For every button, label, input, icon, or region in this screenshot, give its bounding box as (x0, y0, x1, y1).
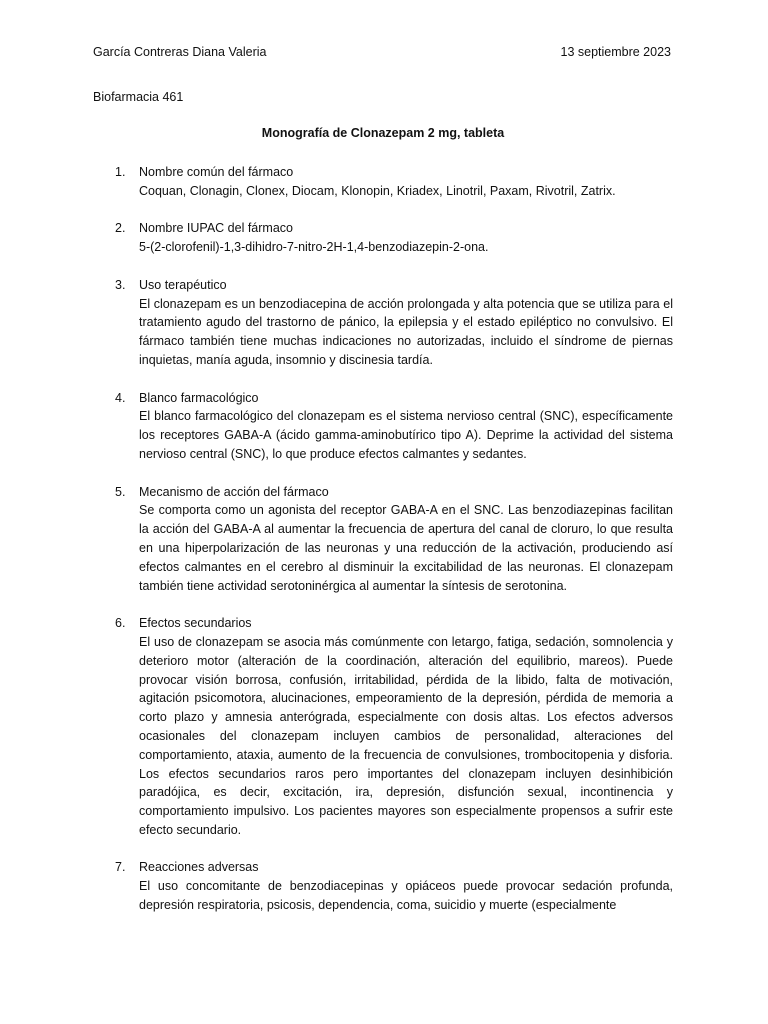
section-adverse-reactions (93, 858, 673, 914)
document-date: 13 septiembre 2023 (560, 45, 671, 59)
section-common-name (93, 163, 673, 201)
section-heading: Uso terapéutico (139, 277, 227, 292)
section-heading: Blanco farmacológico (139, 390, 259, 405)
section-number: 6. (115, 616, 126, 631)
section-mechanism-of-action (93, 483, 673, 596)
section-body: El clonazepam es un benzodiacepina de acción prolongada y alta potencia que se utiliza para el tratamiento agudo del trastorno de pánico, la epilepsia y el estado epiléptico no convulsivo. El fármaco también tiene muchas indicaciones no autorizadas, incluido el síndrome de piernas inquietas, manía aguda, insomnio y discinesia tardía. (139, 296, 673, 367)
section-body: El uso de clonazepam se asocia más comúnmente con letargo, fatiga, sedación, somnolencia y deterioro motor (alteración de la coordinación, alteración del equilibrio, mareos). Puede provocar visión borrosa, confusión, irritabilidad, pérdida de la libido, falta de motivación, agitación psicomotora, alucinaciones, empeoramiento de la depresión, pérdida de memoria a corto plazo y amnesia anterógrada, especialmente con dosis altas. Los efectos adversos ocasionales del clonazepam incluyen cambios de personalidad, alteraciones del comportamiento, ataxia, aumento de la frecuencia de convulsiones, trombocitopenia y disforia. Los efectos secundarios raros pero importantes del clonazepam incluyen desinhibición paradójica, es decir, excitación, ira, depresión, disfunción sexual, incontinencia y comportamiento impulsivo. Los pacientes mayores son especialmente propensos a sufrir este efecto secundario. (139, 634, 673, 837)
section-body: Coquan, Clonagin, Clonex, Diocam, Klonopin, Kriadex, Linotril, Paxam, Rivotril, Zatrix. (139, 183, 616, 198)
section-number: 7. (115, 860, 126, 875)
section-number: 1. (115, 165, 126, 179)
section-heading: Reacciones adversas (139, 860, 259, 875)
author-name: García Contreras Diana Valeria (93, 45, 267, 59)
section-number: 3. (115, 277, 126, 292)
section-pharmacological-target (93, 389, 673, 464)
section-body: 5-(2-clorofenil)-1,3-dihidro-7-nitro-2H-1,4-benzodiazepin-2-ona. (139, 240, 489, 255)
numbered-sections (93, 163, 673, 934)
section-body: Se comporta como un agonista del receptor GABA-A en el SNC. Las benzodiazepinas facilitan la acción del GABA-A al aumentar la frecuencia de apertura del canal de cloruro, lo que resulta en una hiperpolarización de las neuronas y una reducción de la activación, produciendo así efectos calmantes en el cerebro al disminuir la excitabilidad de las neuronas. El clonazepam también tiene actividad serotoninérgica al aumentar la síntesis de serotonina. (139, 503, 673, 593)
section-body: El blanco farmacológico del clonazepam es el sistema nervioso central (SNC), específicamente los receptores GABA-A (ácido gamma-aminobutírico tipo A). Deprime la actividad del sistema nervioso central (SNC), lo que produce efectos calmantes y sedantes. (139, 409, 673, 461)
section-number: 5. (115, 484, 126, 499)
section-iupac-name (93, 219, 673, 257)
section-number: 2. (115, 221, 126, 236)
section-body: El uso concomitante de benzodiacepinas y opiáceos puede provocar sedación profunda, depresión respiratoria, psicosis, dependencia, coma, suicidio y muerte (especialmente (139, 879, 673, 913)
section-side-effects (93, 614, 673, 840)
section-heading: Mecanismo de acción del fármaco (139, 484, 329, 499)
section-heading: Nombre común del fármaco (139, 165, 294, 179)
document-title: Monografía de Clonazepam 2 mg, tableta (261, 126, 505, 140)
section-heading: Nombre IUPAC del fármaco (139, 221, 293, 236)
section-therapeutic-use (93, 276, 673, 370)
section-heading: Efectos secundarios (139, 616, 252, 631)
section-number: 4. (115, 390, 126, 405)
course-name: Biofarmacia 461 (93, 90, 184, 104)
